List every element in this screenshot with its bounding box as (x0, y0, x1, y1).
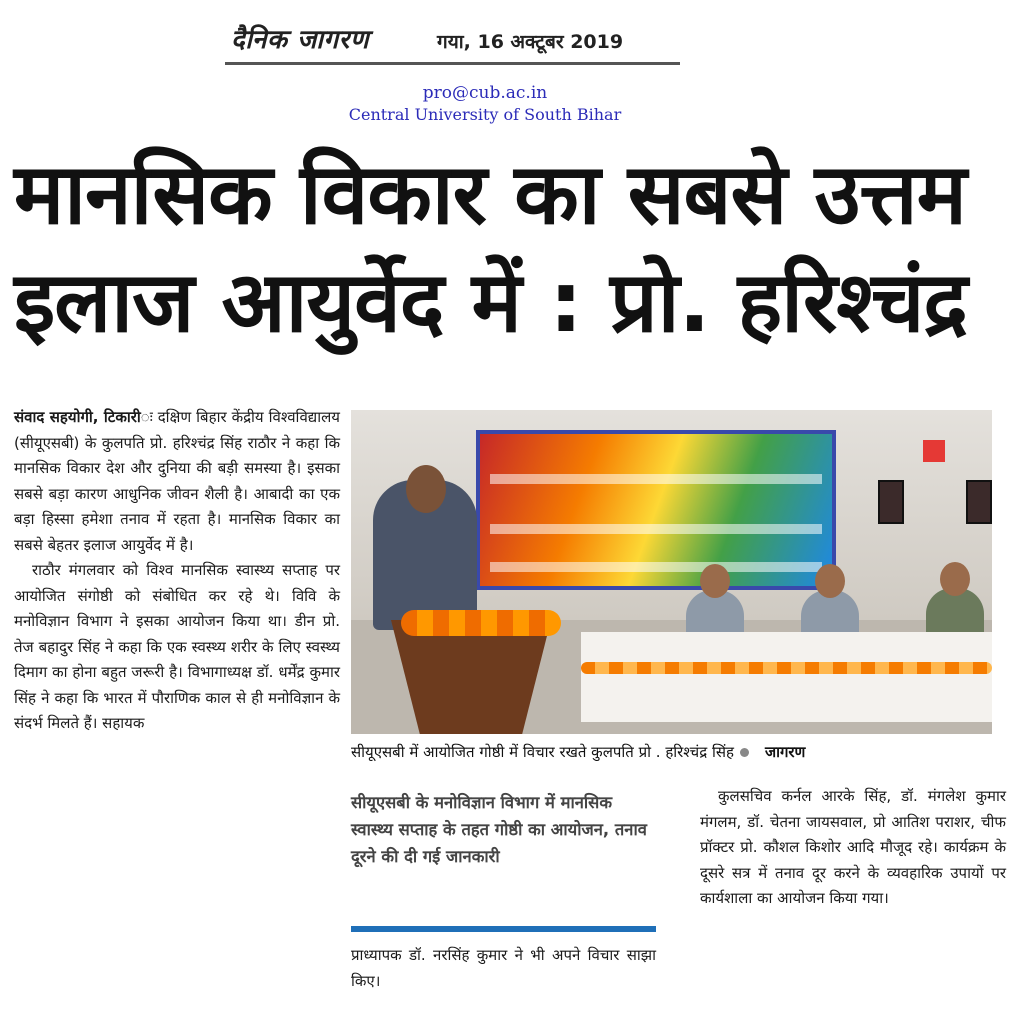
photo-podium-garland (401, 610, 561, 636)
contact-block (320, 82, 650, 126)
article-paragraph-2: राठौर मंगलवार को विश्व मानसिक स्वास्थ्य सप्ताह पर आयोजित संगोष्ठी को संबोधित कर रहे थे। विवि के मनोविज्ञान विभाग ने इसका आयोजन किया था। डीन प्रो. तेज बहादुर सिंह ने कहा कि एक स्वस्थ्य शरीर के लिए स्वस्थ्य दिमाग का होना बहुत जरूरी है। विभागाध्यक्ष डॉ. धर्मेंद्र कुमार सिंह ने कहा कि भारत में पौराणिक काल से ही मनोविज्ञान के संदर्भ मिलते हैं। सहायक (14, 561, 340, 732)
highlight-rule (351, 926, 656, 932)
article-column-middle (351, 943, 656, 994)
newspaper-name: दैनिक जागरण (231, 25, 370, 55)
headline (14, 140, 1014, 356)
headline-line-2: इलाज आयुर्वेद में : प्रो. हरिश्चंद्र (14, 253, 968, 351)
article-paragraph-1 (14, 405, 340, 558)
photo-wall-frame (878, 480, 904, 524)
photo-speaker-head (406, 465, 446, 513)
dateline: गया, 16 अक्टूबर 2019 (437, 31, 624, 53)
photo-credit: जागरण (764, 743, 806, 761)
article-paragraph-3: प्राध्यापक डॉ. नरसिंह कुमार ने भी अपने विचार साझा किए। (351, 946, 656, 990)
article-lead-text: ः दक्षिण बिहार केंद्रीय विश्वविद्यालय (सीयूएसबी) के कुलपति प्रो. हरिश्चंद्र सिंह राठौर ने कहा कि मानसिक विकार देश और दुनिया की बड़ी समस्या है। इसका सबसे बड़ा कारण आधुनिक जीवन शैली है। आबादी का एक बड़ा हिस्सा हमेशा तनाव में रहता है। मानसिक विकार का सबसे बेहतर इलाज आयुर्वेद में है। (14, 408, 340, 554)
masthead (225, 18, 680, 68)
banner-band (490, 562, 822, 572)
highlight-box: सीयूएसबी के मनोविज्ञान विभाग में मानसिक स्वास्थ्य सप्ताह के तहत गोष्ठी का आयोजन, तनाव दूरने की दी गई जानकारी (351, 793, 647, 866)
event-photo (351, 410, 992, 734)
photo-wall-frame (966, 480, 992, 524)
photo-table-garland (581, 662, 992, 674)
article-column-right (700, 784, 1006, 912)
banner-band (490, 524, 822, 534)
photo-wall-sign (923, 440, 945, 462)
article-paragraph-4: कुलसचिव कर्नल आरके सिंह, डॉ. मंगलेश कुमार मंगलम, डॉ. चेतना जायसवाल, प्रो आतिश पराशर, चीफ प्रॉक्टर प्रो. कौशल किशोर आदि मौजूद रहे। कार्यक्रम के दूसरे सत्र में तनाव दूर करने के व्यवहारिक उपायों पर कार्यशाला का आयोजन किया गया। (700, 787, 1006, 907)
headline-line-1: मानसिक विकार का सबसे उत्तम (14, 145, 966, 243)
photo-event-banner (476, 430, 836, 590)
photo-guest-head (700, 564, 730, 598)
photo-caption-text: सीयूएसबी में आयोजित गोष्ठी में विचार रखते कुलपति प्रो . हरिश्चंद्र सिंह (351, 743, 734, 761)
banner-band (490, 474, 822, 484)
photo-caption (351, 740, 992, 764)
contact-email: pro@cub.ac.in (422, 83, 548, 103)
photo-guest-head (815, 564, 845, 598)
article-column-left (14, 405, 340, 737)
photo-guest-head (940, 562, 970, 596)
byline: संवाद सहयोगी, टिकारी (14, 408, 141, 426)
university-name: Central University of South Bihar (348, 105, 622, 124)
masthead-rule (225, 62, 680, 65)
photo-dais-table (581, 632, 992, 722)
bullet-icon (740, 748, 749, 757)
